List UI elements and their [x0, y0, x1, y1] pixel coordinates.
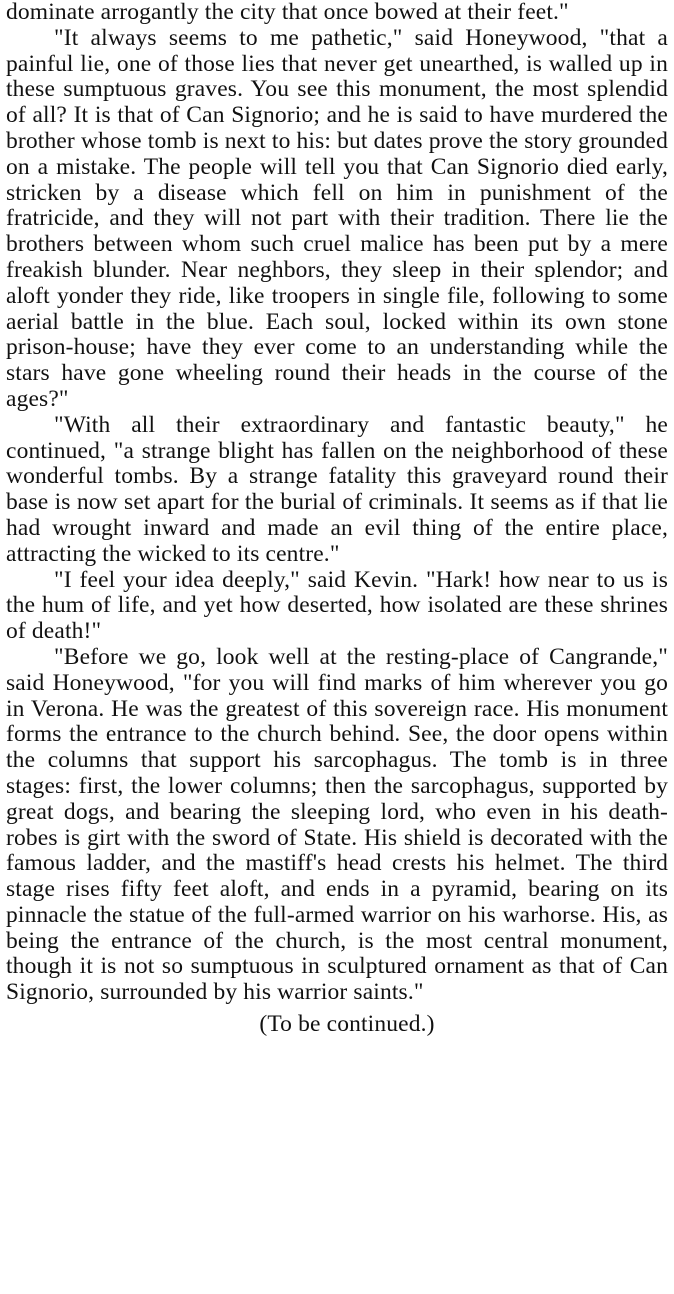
paragraph-kevin-reply: "I feel your idea deeply," said Kevin. "Hark! how near to us is the hum of life, and yet how deserted, how isolated are these shrines of death!": [6, 566, 668, 645]
document-page: [6, 0, 668, 1038]
paragraph-cangrande: "Before we go, look well at the resting-place of Cangrande," said Honeywood, "for you will find marks of him wherever you go in Verona. He was the greatest of this sovereign race. His monument forms the entrance to the church behind. See, the door opens within the columns that support his sarcophagus. The tomb is in three stages: first, the lower columns; then the sarcophagus, supported by great dogs, and bearing the sleeping lord, who even in his death-robes is girt with the sword of State. His shield is decorated with the famous ladder, and the mastiff's head crests his helmet. The third stage rises fifty feet aloft, and ends in a pyramid, bearing on its pinnacle the statue of the full-armed warrior on his warhorse. His, as being the entrance of the church, is the most central monument, though it is not so sumptuous in sculptured ornament as that of Can Signorio, surrounded by his warrior saints.": [6, 643, 668, 1006]
paragraph-continuation: dominate arrogantly the city that once bowed at their feet.": [6, 0, 569, 25]
paragraph-strange-blight: "With all their extraordinary and fantastic beauty," he continued, "a strange blight has fallen on the neighborhood of these wonderful tombs. By a strange fatality this graveyard round their base is now set apart for the burial of criminals. It seems as if that lie had wrought inward and made an evil thing of the entire place, attracting the wicked to its centre.": [6, 411, 668, 567]
to-be-continued-note: (To be continued.): [259, 1011, 435, 1038]
paragraph-honeywood-lie: "It always seems to me pathetic," said Honeywood, "that a painful lie, one of those lies that never get unearthed, is walled up in these sumptuous graves. You see this monument, the most splendid of all? It is that of Can Signorio; and he is said to have murdered the brother whose tomb is next to his: but dates prove the story grounded on a mistake. The people will tell you that Can Signorio died early, stricken by a disease which fell on him in punishment of the fratricide, and they will not part with their tradition. There lie the brothers between whom such cruel malice has been put by a mere freakish blunder. Near neghbors, they sleep in their splendor; and aloft yonder they ride, like troopers in single file, following to some aerial battle in the blue. Each soul, locked within its own stone prison-house; have they ever come to an understanding while the stars have gone wheeling round their heads in the course of the ages?": [6, 24, 668, 412]
